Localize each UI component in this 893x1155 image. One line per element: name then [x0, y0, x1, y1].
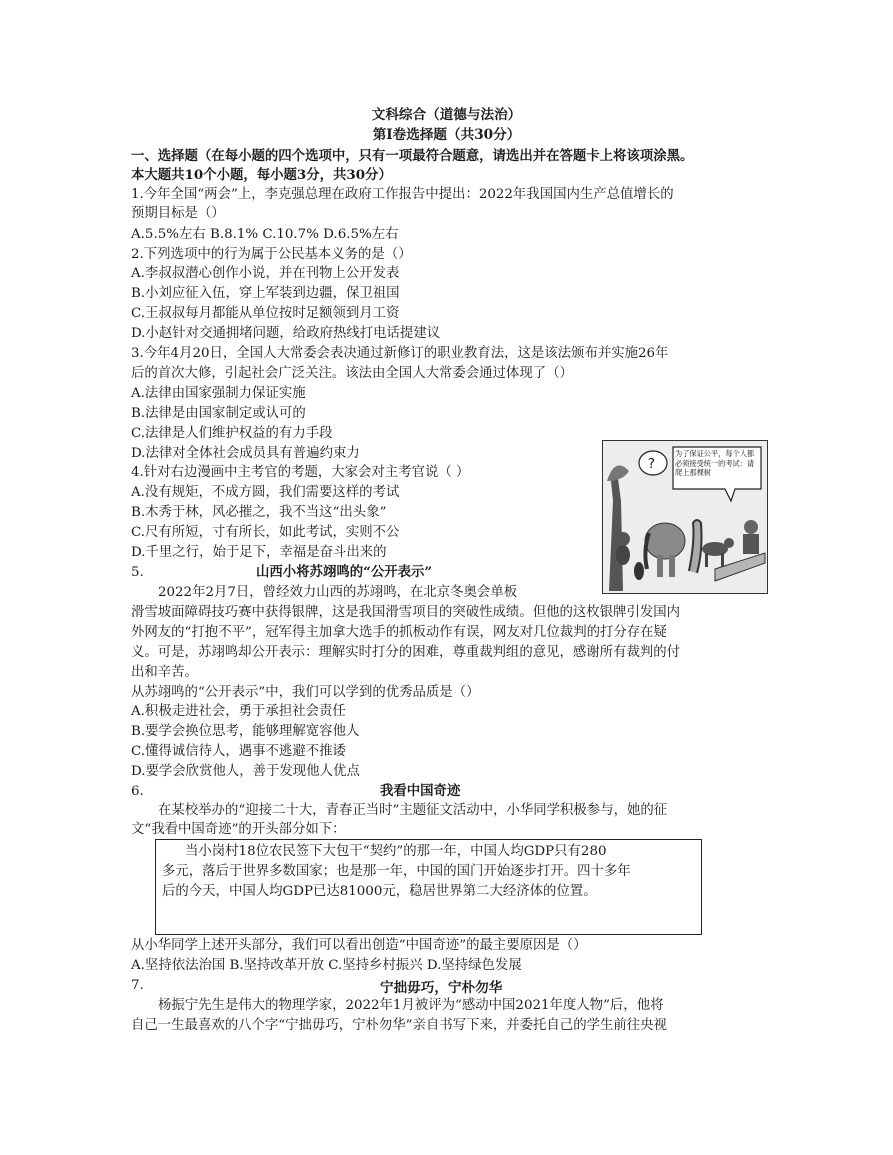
q4-option-d: D.千里之行，始于足下，幸福是奋斗出来的 [131, 545, 387, 560]
q6-number: 6. [131, 784, 144, 799]
q4-option-a: A.没有规矩，不成方圆，我们需要这样的考试 [131, 485, 400, 500]
q4-option-c: C.尺有所短，寸有所长，如此考试，实则不公 [131, 525, 400, 540]
q5-option-b: B.要学会换位思考，能够理解宽容他人 [131, 724, 360, 739]
q6-options: A.坚持依法治国 B.坚持改革开放 C.坚持乡村振兴 D.坚持绿色发展 [131, 958, 522, 973]
q6-title: 我看中国奇迹 [380, 783, 461, 799]
cartoon-drawing [603, 441, 767, 593]
q5-paragraph-3: 外网友的“打抱不平”，冠军得主加拿大选手的抓板动作有误，网友对几位裁判的打分存在疑 [131, 625, 667, 640]
q7-title: 宁拙毋巧，宁朴勿华 [380, 980, 503, 996]
q3-option-b: B.法律是由国家制定或认可的 [131, 406, 306, 421]
q5-option-d: D.要学会欣赏他人，善于发现他人优点 [131, 764, 360, 779]
exam-title: 文科综合（道德与法治） [371, 107, 522, 123]
cartoon-speech-caption: 为了保证公平，每个人都必须接受统一的考试：请爬上那棵树 [675, 449, 755, 477]
q6-stem: 从小华同学上述开头部分，我们可以看出创造“中国奇迹”的最主要原因是（） [131, 938, 587, 953]
instructions-line-2: 本大题共10个小题，每小题3分，共30分） [131, 167, 392, 183]
q5-paragraph-4: 义。可是，苏翊鸣却公开表示：理解实时打分的困难，尊重裁判组的意见，感谢所有裁判的付 [131, 645, 681, 660]
q3-option-c: C.法律是人们维护权益的有力手段 [131, 426, 333, 441]
q3-option-d: D.法律对全体社会成员具有普遍约束力 [131, 446, 360, 461]
q4-stem: 4.针对右边漫画中主考官的考题，大家会对主考官说（ ） [131, 465, 470, 480]
q2-option-a: A.李叔叔潜心创作小说，并在刊物上公开发表 [131, 266, 400, 281]
q5-paragraph-5: 出和辛苦。 [131, 665, 198, 680]
q2-option-c: C.王叔叔每月都能从单位按时足额领到月工资 [131, 306, 400, 321]
q6-box-line-1: 当小岗村18位农民签下大包干“契约”的那一年，中国人均GDP只有280 [185, 844, 607, 859]
q5-option-a: A.积极走进社会，勇于承担社会责任 [131, 704, 346, 719]
q7-paragraph-1: 杨振宁先生是伟大的物理学家，2022年1月被评为“感动中国2021年度人物”后，他将 [158, 998, 664, 1013]
q3-stem-1: 3.今年4月20日，全国人大常委会表决通过新修订的职业教育法，这是该法颁布并实施26年 [131, 346, 669, 361]
q3-stem-2: 后的首次大修，引起社会广泛关注。该法由全国人大常委会通过体现了（） [131, 366, 573, 381]
q7-paragraph-2: 自己一生最喜欢的八个字“宁拙毋巧，宁朴勿华”亲自书写下来，并委托自己的学生前往央视 [131, 1018, 667, 1033]
q1-stem-1: 1.今年全国“两会”上，李克强总理在政府工作报告中提出：2022年我国国内生产总值增长的 [131, 187, 674, 202]
instructions-line-1: 一、选择题（在每小题的四个选项中，只有一项最符合题意，请选出并在答题卡上将该项涂黑。 [131, 148, 694, 164]
q1-stem-2: 预期目标是（） [131, 206, 225, 221]
q5-option-c: C.懂得诚信待人，遇事不逃避不推诿 [131, 744, 346, 759]
section-title: 第Ⅰ卷选择题（共30分） [372, 127, 521, 143]
q2-option-b: B.小刘应征入伍，穿上军装到边疆，保卫祖国 [131, 286, 400, 301]
q5-title: 山西小将苏翊鸣的“公开表示” [256, 564, 433, 580]
q6-box-line-3: 后的今天，中国人均GDP已达81000元，稳居世界第二大经济体的位置。 [162, 884, 597, 899]
q5-number: 5. [131, 565, 144, 580]
q7-number: 7. [131, 978, 144, 993]
q6-box-line-2: 多元，落后于世界多数国家；也是那一年，中国的国门开始逐步打开。四十多年 [162, 864, 631, 879]
q5-paragraph-1: 2022年2月7日，曾经效力山西的苏翊鸣，在北京冬奥会单板 [158, 585, 518, 600]
q2-option-d: D.小赵针对交通拥堵问题，给政府热线打电话提建议 [131, 326, 441, 341]
cartoon-bubble-question: ? [648, 457, 655, 472]
q4-option-b: B.木秀于林，风必摧之，我不当这“出头象” [131, 505, 387, 520]
q2-stem: 2.下列选项中的行为属于公民基本义务的是（） [131, 247, 412, 262]
q1-options: A.5.5%左右 B.8.1% C.10.7% D.6.5%左右 [131, 227, 399, 242]
q3-option-a: A.法律由国家强制力保证实施 [131, 386, 306, 401]
exam-cartoon-image [602, 440, 768, 594]
q5-paragraph-2: 滑雪坡面障碍技巧赛中获得银牌，这是我国滑雪项目的突破性成绩。但他的这枚银牌引发国内 [131, 605, 681, 620]
q5-stem: 从苏翊鸣的“公开表示”中，我们可以学到的优秀品质是（） [131, 685, 480, 700]
q6-paragraph-2: 文“我看中国奇迹”的开头部分如下： [131, 822, 346, 837]
q6-paragraph-1: 在某校举办的“迎接二十大，青春正当时”主题征文活动中，小华同学积极参与，她的征 [158, 803, 668, 818]
